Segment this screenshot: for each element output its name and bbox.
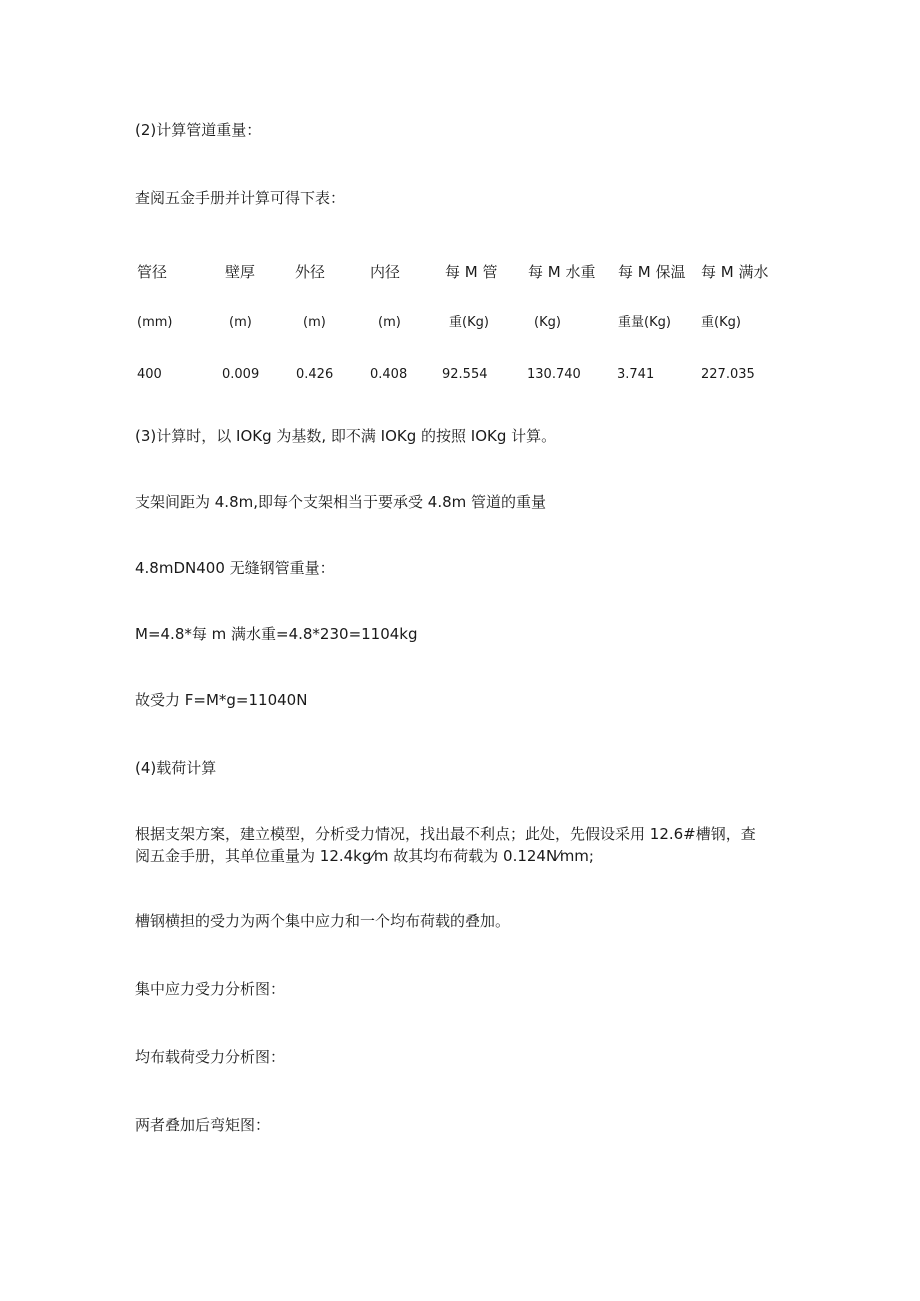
table-cell-4: 0.408 [370, 367, 408, 382]
table-cell-6: 130.740 [527, 367, 581, 382]
table-unit-7: 重量(Kg) [618, 315, 671, 330]
table-header-8: 每 M 满水 [701, 263, 769, 281]
section-heading-4: (4)载荷计算 [135, 759, 217, 777]
table-cell-5: 92.554 [442, 367, 488, 382]
table-header-4: 内径 [370, 263, 401, 281]
load-paragraph-line-2: 阅五金手册，其单位重量为 12.4kg⁄m 故其均布荷载为 0.124N⁄mm; [135, 847, 594, 865]
table-cell-3: 0.426 [296, 367, 334, 382]
load-paragraph-line-1: 根据支架方案，建立模型，分析受力情况，找出最不利点；此处，先假设采用 12.6#槽钢，查 [135, 825, 756, 843]
lookup-text: 查阅五金手册并计算可得下表： [135, 189, 346, 207]
table-header-6: 每 M 水重 [528, 263, 596, 281]
load-calculation-paragraph [135, 823, 775, 867]
table-cell-2: 0.009 [222, 367, 260, 382]
pipe-weight-label: 4.8mDN400 无缝钢管重量： [135, 559, 335, 577]
table-unit-4: (m) [378, 315, 401, 330]
section-heading-2: (2)计算管道重量： [135, 121, 262, 139]
bending-moment-diagram-label: 两者叠加后弯矩图： [135, 1116, 271, 1134]
distributed-load-diagram-label: 均布载荷受力分析图： [135, 1048, 286, 1066]
section-heading-3: (3)计算时，以 IOKg 为基数, 即不满 IOKg 的按照 IOKg 计算。 [135, 427, 557, 445]
table-unit-2: (m) [229, 315, 252, 330]
table-cell-7: 3.741 [617, 367, 655, 382]
force-formula: 故受力 F=M*g=11040N [135, 691, 308, 709]
table-unit-8: 重(Kg) [701, 315, 741, 330]
table-cell-8: 227.035 [701, 367, 755, 382]
concentrated-stress-diagram-label: 集中应力受力分析图： [135, 980, 286, 998]
table-header-1: 管径 [137, 263, 168, 281]
table-header-5: 每 M 管 [445, 263, 498, 281]
channel-stress-text: 槽钢横担的受力为两个集中应力和一个均布荷载的叠加。 [135, 912, 511, 930]
table-unit-5: 重(Kg) [449, 315, 489, 330]
mass-formula: M=4.8*每 m 满水重=4.8*230=1104kg [135, 625, 418, 643]
table-unit-3: (m) [303, 315, 326, 330]
table-cell-1: 400 [137, 367, 162, 382]
table-unit-1: (mm) [137, 315, 173, 330]
table-unit-6: (Kg) [534, 315, 561, 330]
table-header-3: 外径 [295, 263, 326, 281]
table-header-7: 每 M 保温 [618, 263, 686, 281]
support-spacing-text: 支架间距为 4.8m,即每个支架相当于要承受 4.8m 管道的重量 [135, 493, 547, 511]
table-header-2: 壁厚 [225, 263, 256, 281]
